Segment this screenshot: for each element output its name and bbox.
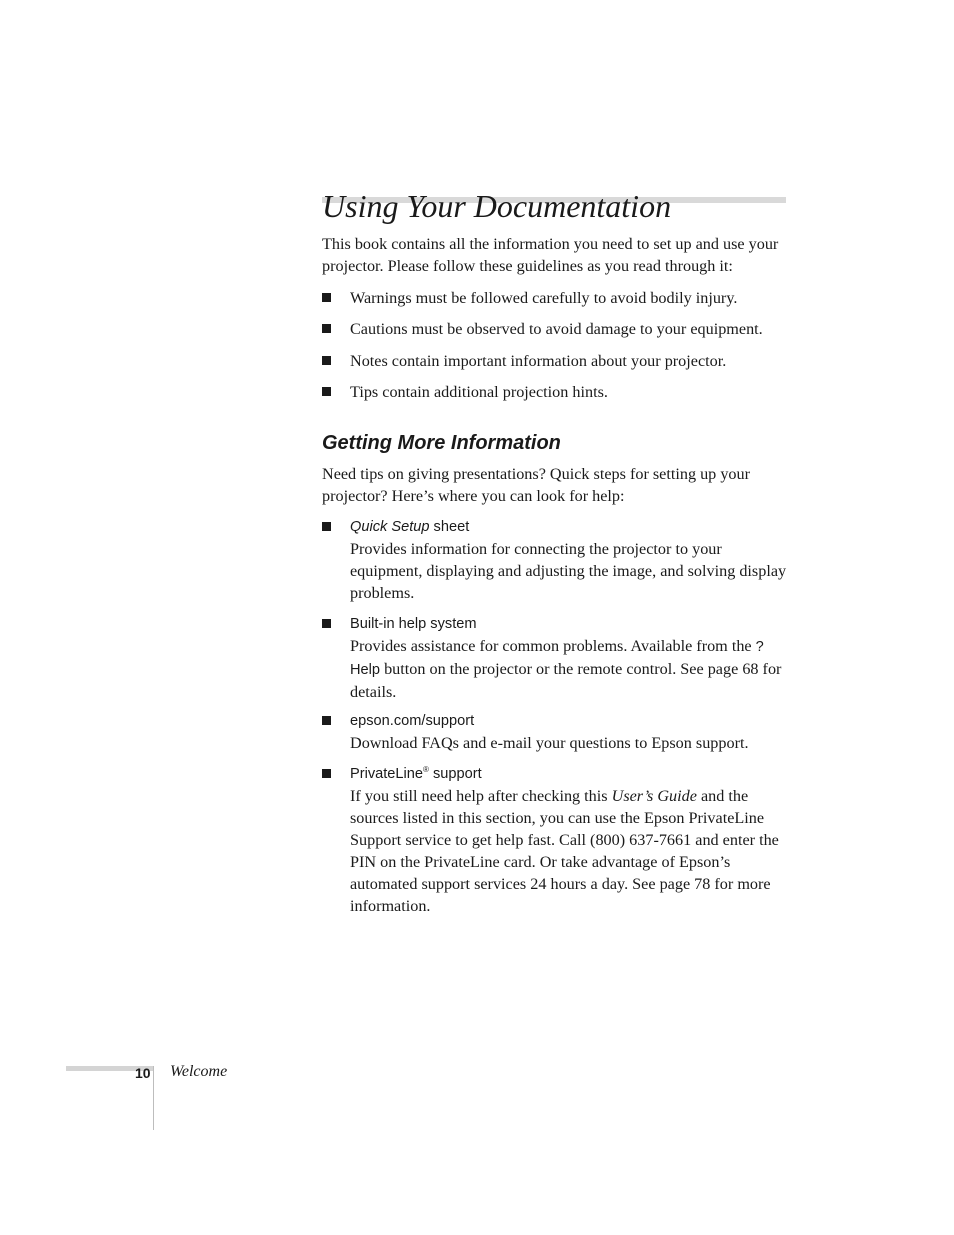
guideline-item-warnings: [322, 287, 787, 309]
bullet-square-icon: [322, 387, 331, 396]
registered-mark: ®: [423, 765, 429, 775]
resource-description-end: button on the projector or the remote control. See page 68 for details.: [350, 660, 782, 701]
resource-quick-setup: [322, 516, 787, 604]
guideline-item-notes: [322, 350, 787, 372]
guideline-text: Tips contain additional projection hints.: [350, 383, 608, 401]
quick-setup-italic: Quick Setup: [350, 519, 430, 535]
privateline-suffix: support: [428, 766, 482, 782]
resource-description: Provides information for connecting the projector to your equipment, displaying and adjusting the image, and solving display problems.: [350, 540, 787, 602]
bullet-square-icon: [322, 769, 331, 778]
quick-setup-suffix: sheet: [429, 519, 470, 535]
section-intro-paragraph: Need tips on giving presentations? Quick steps for setting up your projector? Here’s where you can look for help:: [322, 465, 750, 505]
bullet-square-icon: [322, 356, 331, 365]
bullet-square-icon: [322, 293, 331, 302]
guideline-text: Notes contain important information about your projector.: [350, 352, 727, 370]
resource-description-start: If you still need help after checking this: [350, 787, 612, 805]
resource-description: Download FAQs and e-mail your questions to Epson support.: [350, 734, 749, 752]
resource-description-end: and the sources listed in this section, you can use the Epson PrivateLine Support service to get help fast. Call (800) 637-7661 and enter the PIN on the PrivateLine card. Or take advantage of Epson’s automated support services 24 hours a day. See page 78 for more information.: [350, 787, 779, 915]
guideline-text: Cautions must be observed to avoid damage to your equipment.: [350, 320, 763, 338]
resource-title-link[interactable]: epson.com/support: [350, 713, 475, 729]
page-title: Using Your Documentation: [322, 188, 672, 224]
section-heading: Getting More Information: [322, 432, 561, 454]
privateline-name: PrivateLine: [350, 766, 424, 782]
guideline-item-tips: [322, 381, 787, 403]
bullet-square-icon: [322, 522, 331, 531]
users-guide-title: User’s Guide: [611, 787, 697, 805]
resource-title: [350, 763, 787, 785]
bullet-square-icon: [322, 619, 331, 628]
bullet-square-icon: [322, 716, 331, 725]
bullet-square-icon: [322, 324, 331, 333]
footer-section-name: Welcome: [170, 1063, 228, 1080]
intro-paragraph: This book contains all the information you need to set up and use your projector. Please follow these guidelines as you read through it:: [322, 235, 779, 275]
resource-description-start: Provides assistance for common problems. Available from the: [350, 637, 756, 655]
page-number: 10: [135, 1065, 151, 1081]
help-button-label: ? Help: [350, 639, 764, 678]
guideline-item-cautions: [322, 318, 787, 340]
resource-website: [322, 710, 787, 754]
resource-title: Built-in help system: [350, 616, 477, 632]
footer-divider: [153, 1066, 154, 1130]
resource-help-system: [322, 613, 787, 703]
resource-title: [350, 516, 787, 538]
guideline-text: Warnings must be followed carefully to avoid bodily injury.: [350, 289, 738, 307]
resource-privateline: [322, 763, 787, 917]
